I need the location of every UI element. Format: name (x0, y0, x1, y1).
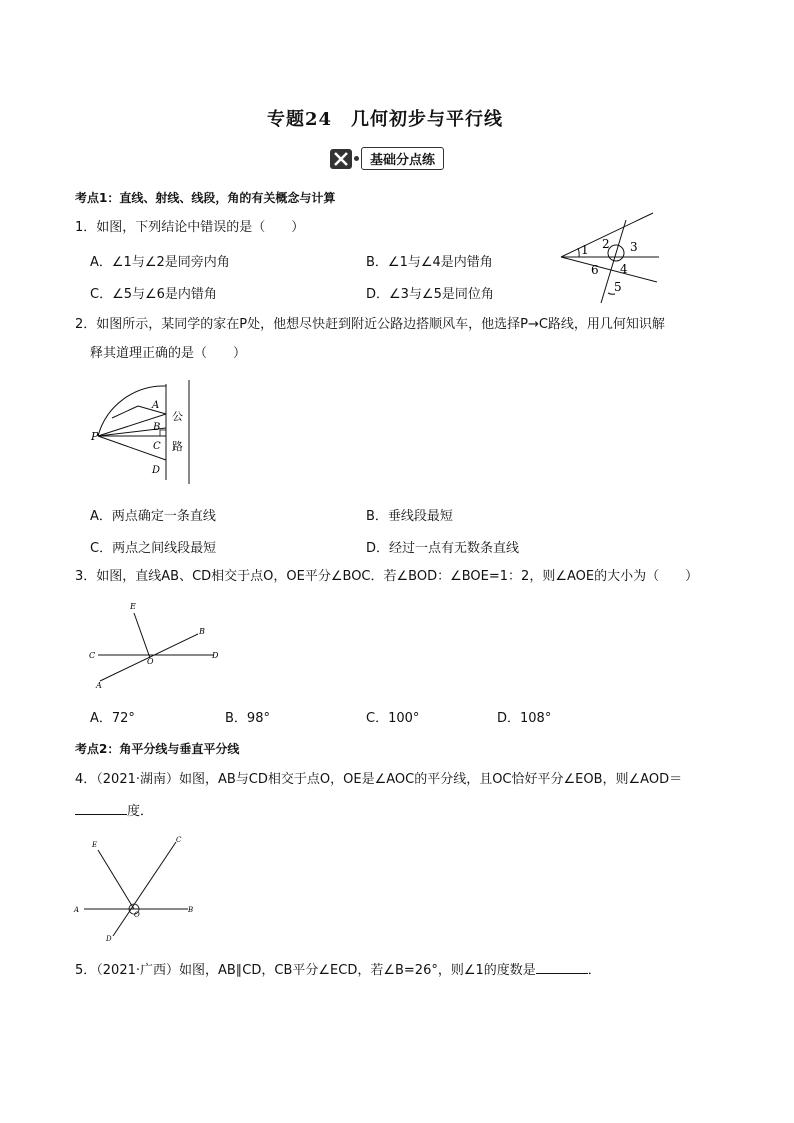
q1-option-d: D．∠3与∠5是同位角 (366, 287, 494, 302)
question-3-stem: 3．如图，直线AB、CD相交于点O，OE平分∠BOC．若∠BOD：∠BOE=1：2，则∠AOE的大小为（ ） (75, 569, 699, 584)
q1-fig-label-1: 1 (581, 243, 589, 257)
q4-fig-label-a: A (74, 906, 80, 914)
q3-fig-label-o: O (147, 657, 154, 666)
knowledge-point-2: 考点2：角平分线与垂直平分线 (75, 742, 240, 756)
q2-option-c: C．两点之间线段最短 (90, 541, 217, 556)
q3-fig-label-c: C (89, 651, 96, 660)
q4-fig-label-e: E (92, 841, 98, 849)
question-4-line2-wrap (75, 802, 153, 821)
q2-fig-label-c: C (153, 441, 161, 452)
q2-fig-label-p: P (91, 430, 99, 443)
q2-option-b: B．垂线段最短 (366, 509, 453, 524)
question-5-stem: 5．（2021·广西）如图，AB∥CD，CB平分∠ECD，若∠B=26°，则∠1的度数是 (75, 963, 536, 978)
q3-option-d: D．108° (497, 711, 552, 726)
q2-road-label-1: 公 (172, 410, 183, 423)
question-4-line1: 4．（2021·湖南）如图，AB与CD相交于点O，OE是∠AOC的平分线，且OC恰好平分∠EOB，则∠AOD＝ (75, 772, 683, 787)
q3-figure (86, 597, 226, 693)
answer-blank[interactable] (75, 802, 127, 815)
q3-fig-label-a: A (96, 681, 102, 690)
q1-fig-label-6: 6 (591, 263, 599, 277)
section-badge (330, 147, 444, 170)
q4-fig-label-b: B (188, 906, 194, 914)
question-2-line1: 2．如图所示，某同学的家在P处，他想尽快赶到附近公路边搭顺风车，他选择P→C路线，用几何知识解 (75, 317, 665, 332)
question-2-line2: 释其道理正确的是（ ） (90, 346, 247, 361)
q3-option-b: B．98° (225, 711, 270, 726)
badge-label: 基础分点练 (361, 147, 444, 170)
q1-option-b: B．∠1与∠4是内错角 (366, 255, 493, 270)
q2-option-d: D．经过一点有无数条直线 (366, 541, 520, 556)
question-5-end: ． (587, 963, 601, 978)
q4-fig-label-c: C (176, 836, 182, 844)
q4-fig-label-o: O (134, 911, 140, 919)
q4-fig-label-d: D (106, 935, 112, 943)
badge-dot (354, 156, 359, 161)
q3-fig-label-e: E (130, 602, 136, 611)
q1-fig-label-3: 3 (630, 240, 638, 254)
q3-fig-label-d: D (212, 651, 219, 660)
question-4-line2: 度． (127, 804, 154, 819)
q1-figure (555, 210, 665, 306)
q1-fig-label-2: 2 (602, 237, 610, 251)
q1-option-a: A．∠1与∠2是同旁内角 (90, 255, 230, 270)
question-1-stem: 1．如图，下列结论中错误的是（ ） (75, 220, 305, 235)
q3-fig-label-b: B (199, 627, 205, 636)
pencil-ruler-icon (330, 149, 352, 169)
q3-option-c: C．100° (366, 711, 420, 726)
q2-fig-label-d: D (152, 465, 161, 476)
q2-fig-label-b: B (153, 422, 161, 433)
q1-option-c: C．∠5与∠6是内错角 (90, 287, 217, 302)
question-5-wrap (75, 961, 601, 980)
q2-fig-label-a: A (152, 400, 160, 411)
q2-figure (88, 376, 198, 488)
q2-option-a: A．两点确定一条直线 (90, 509, 216, 524)
q1-fig-label-4: 4 (620, 262, 628, 276)
q4-figure (72, 832, 202, 944)
knowledge-point-1: 考点1：直线、射线、线段，角的有关概念与计算 (75, 191, 336, 205)
q1-fig-label-5: 5 (614, 280, 622, 294)
answer-blank-q5[interactable] (536, 961, 588, 974)
q2-road-label-2: 路 (172, 440, 183, 453)
page-title: 专题24 几何初步与平行线 (267, 109, 504, 130)
q3-option-a: A．72° (90, 711, 135, 726)
